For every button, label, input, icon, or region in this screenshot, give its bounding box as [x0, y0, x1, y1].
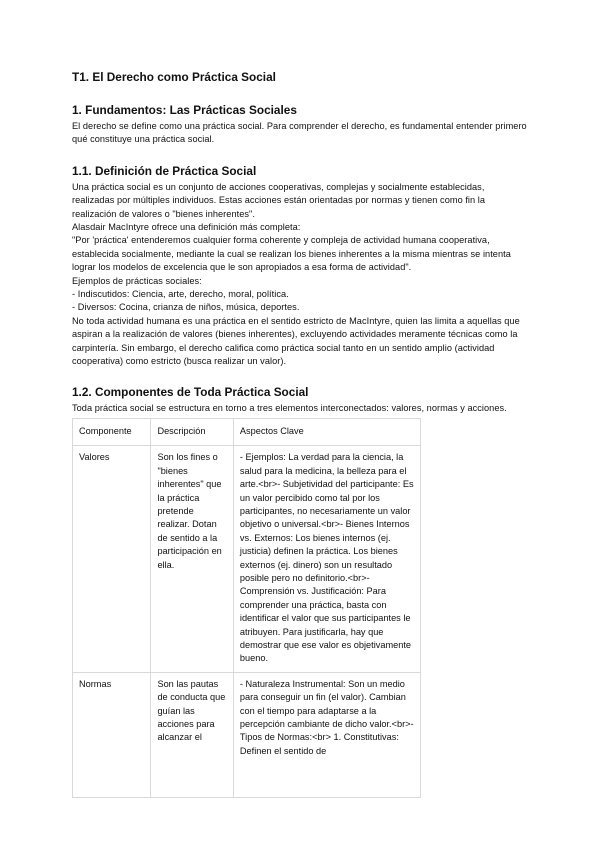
example-item-indiscutidos: - Indiscutidos: Ciencia, arte, derecho, moral, política.: [72, 289, 289, 300]
cell-content: Normas: [79, 678, 112, 689]
cell-aspects: [233, 672, 420, 797]
section-paragraph: Toda práctica social se estructura en torno a tres elementos interconectados: valores, normas y acciones.: [72, 402, 507, 413]
section-heading: 1.2. Componentes de Toda Práctica Social: [72, 384, 309, 399]
cell-component: [73, 672, 151, 797]
definition-paragraph: Una práctica social es un conjunto de acciones cooperativas, complejas y socialmente establecidas, realizadas por múltiples individuos. Estas acciones están orientadas por normas y tienen como fin la realización de valores o "bienes inherentes".: [72, 181, 486, 219]
section-heading: 1.1. Definición de Práctica Social: [72, 163, 257, 178]
macintyre-intro: Alasdair MacIntyre ofrece una definición más completa:: [72, 222, 301, 233]
cell-description: Son los fines o "bienes inherentes" que la práctica pretende realizar. Dotan de sentido a la participación en ella.: [151, 446, 233, 673]
column-header-descripcion: Descripción: [151, 418, 233, 445]
closing-paragraph: No toda actividad humana es una práctica en el sentido estricto de MacIntyre, quien las limita a aquellas que aspiran a la realización de valores (bienes inherentes), excluyendo actividades meramente técnicas como la carpintería. Sin embargo, el derecho califica como práctica social tanto en un sentido amplio (actividad cooperativa) como estricto (busca realizar un valor).: [72, 315, 520, 367]
macintyre-quote: "Por 'práctica' entenderemos cualquier forma coherente y compleja de actividad humana cooperativa, establecida socialmente, mediante la cual se realizan los bienes inherentes a la misma mientras se intenta lograr los modelos de excelencia que le son apropiados a esa forma de actividad".: [72, 235, 511, 273]
section-definicion: [72, 164, 528, 369]
column-header-componente: Componente: [73, 418, 151, 445]
cell-aspects: - Ejemplos: La verdad para la ciencia, la salud para la medicina, la belleza para el arte.<br>- Subjetividad del participante: Es un valor percibido como tal por los participantes, no necesariamente un valor objetivo o universal.<br>- Bienes Internos vs. Externos: Los bienes internos (ej. justicia) definen la práctica. Los bienes externos (ej. dinero) son un resultado posible pero no definitorio.<br>- Comprensión vs. Justificación: Para comprender una práctica, basta con identificar el valor que sus participantes le atribuyen. Para justificarla, hay que demostrar que ese valor es objetivamente bueno.: [233, 446, 420, 673]
section-paragraph: El derecho se define como una práctica social. Para comprender el derecho, es fundamental entender primero qué constituye una práctica social.: [72, 121, 527, 145]
section-componentes: [72, 385, 528, 798]
document-title: T1. El Derecho como Práctica Social: [72, 70, 276, 84]
section-fundamentos: [72, 103, 528, 147]
example-item-diversos: - Diversos: Cocina, crianza de niños, música, deportes.: [72, 302, 300, 313]
table-row: [73, 672, 421, 797]
cell-component: Valores: [73, 446, 151, 673]
table-row: [73, 446, 421, 673]
table-header-row: [73, 418, 421, 445]
section-heading: 1. Fundamentos: Las Prácticas Sociales: [72, 103, 297, 117]
examples-label: Ejemplos de prácticas sociales:: [72, 275, 202, 286]
cell-description: [151, 672, 233, 797]
cell-content: - Naturaleza Instrumental: Son un medio para conseguir un fin (el valor). Cambian con el tiempo para adaptarse a la percepción cambiante de dicho valor.<br>- Tipos de Normas:<br> 1. Constitutivas: Definen el sentido de: [239, 678, 414, 756]
column-header-aspectos: Aspectos Clave: [233, 418, 420, 445]
cell-content: Son las pautas de conducta que guían las acciones para alcanzar el: [157, 678, 226, 743]
components-table: [72, 418, 421, 798]
